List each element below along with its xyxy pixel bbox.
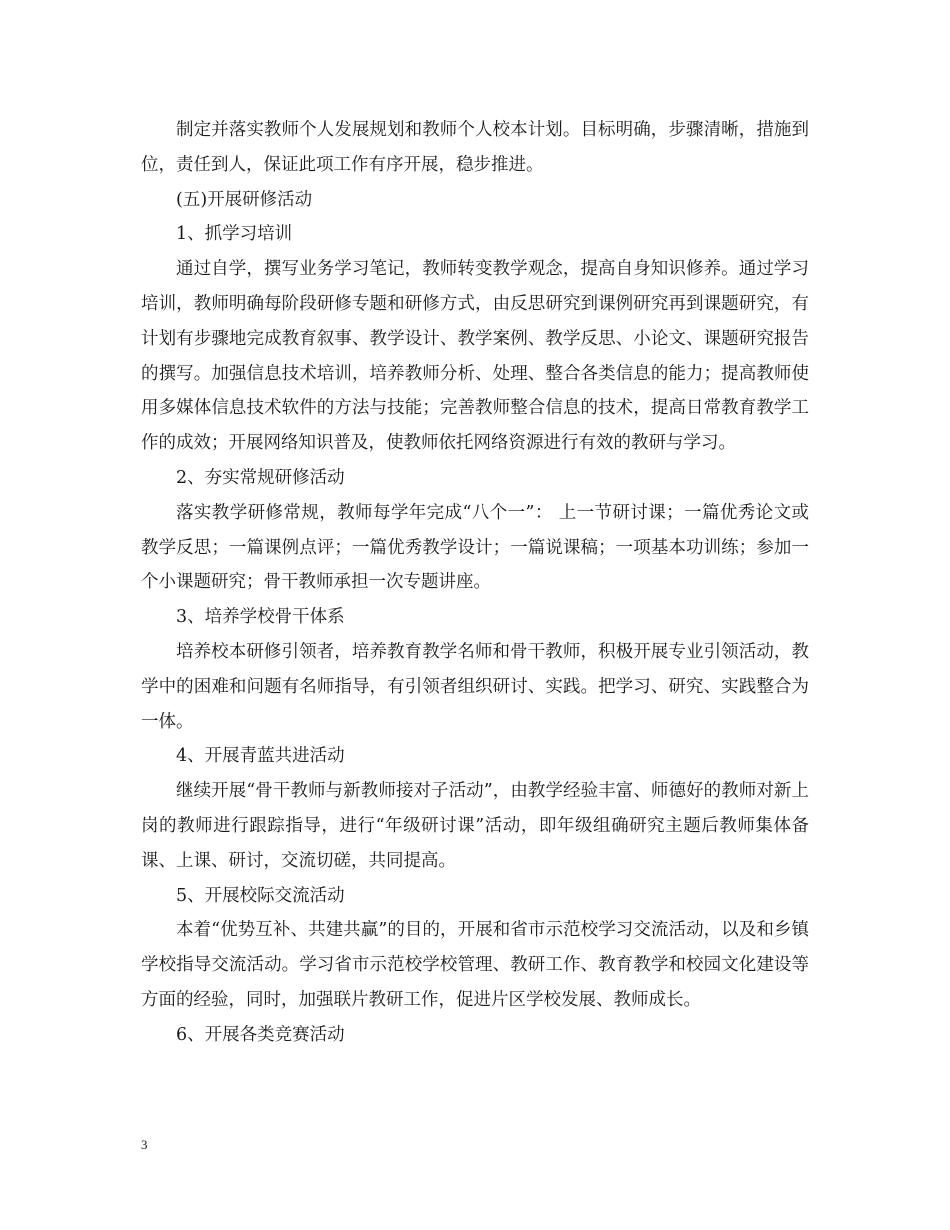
subheading-backbone-system: 3、培养学校骨干体系	[176, 607, 345, 628]
paragraph-backbone-system: 培养校本研修引领者，培养教育教学名师和骨干教师，积极开展专业引领活动，教学中的困难和问题有名师指导，有引领者组织研讨、实践。把学习、研究、实践整合为一体。	[141, 641, 809, 732]
paragraph-routine-research: 落实教学研修常规，教师每学年完成“八个一”： 上一节研讨课；一篇优秀论文或教学反思；一篇课例点评；一篇优秀教学设计；一篇说课稿；一项基本功训练；参加一个小课题研究；骨干教师承担一次专题讲座。	[141, 502, 809, 593]
subheading-routine-research: 2、夯实常规研修活动	[176, 467, 345, 488]
paragraph-inter-school: 本着“优势互补、共建共赢”的目的，开展和省市示范校学习交流活动，以及和乡镇学校指导交流活动。学习省市示范校学校管理、教研工作、教育教学和校园文化建设等方面的经验，同时，加强联片教研工作，促进片区学校发展、教师成长。	[141, 920, 809, 1010]
subheading-mentoring: 4、开展青蓝共进活动	[176, 746, 345, 767]
paragraph-mentoring: 继续开展“骨干教师与新教师接对子活动”，由教学经验丰富、师德好的教师对新上岗的教师进行跟踪指导，进行“年级研讨课”活动，即年级组确研究主题后教师集体备课、上课、研讨，交流切磋，共同提高。	[141, 781, 809, 871]
paragraph-plan: 制定并落实教师个人发展规划和教师个人校本计划。目标明确，步骤清晰，措施到位，责任到人，保证此项工作有序开展，稳步推进。	[141, 120, 809, 175]
subheading-inter-school: 5、开展校际交流活动	[176, 885, 345, 906]
subheading-study-training: 1、抓学习培训	[176, 224, 293, 245]
subheading-competitions: 6、开展各类竞赛活动	[176, 1024, 345, 1045]
page-number: 3	[141, 1137, 148, 1152]
paragraph-study-training: 通过自学，撰写业务学习笔记，教师转变教学观念，提高自身知识修养。通过学习培训，教师明确每阶段研修专题和研修方式，由反思研究到课例研究再到课题研究，有计划有步骤地完成教育叙事、教学设计、教学案例、教学反思、小论文、课题研究报告的撰写。加强信息技术培训，培养教师分析、处理、整合各类信息的能力；提高教师使用多媒体信息技术软件的方法与技能；完善教师整合信息的技术，提高日常教育教学工作的成效；开展网络知识普及，使教师依托网络资源进行有效的教研与学习。	[141, 259, 809, 454]
section-heading-5: (五)开展研修活动	[176, 189, 313, 210]
document-body	[141, 113, 809, 1053]
